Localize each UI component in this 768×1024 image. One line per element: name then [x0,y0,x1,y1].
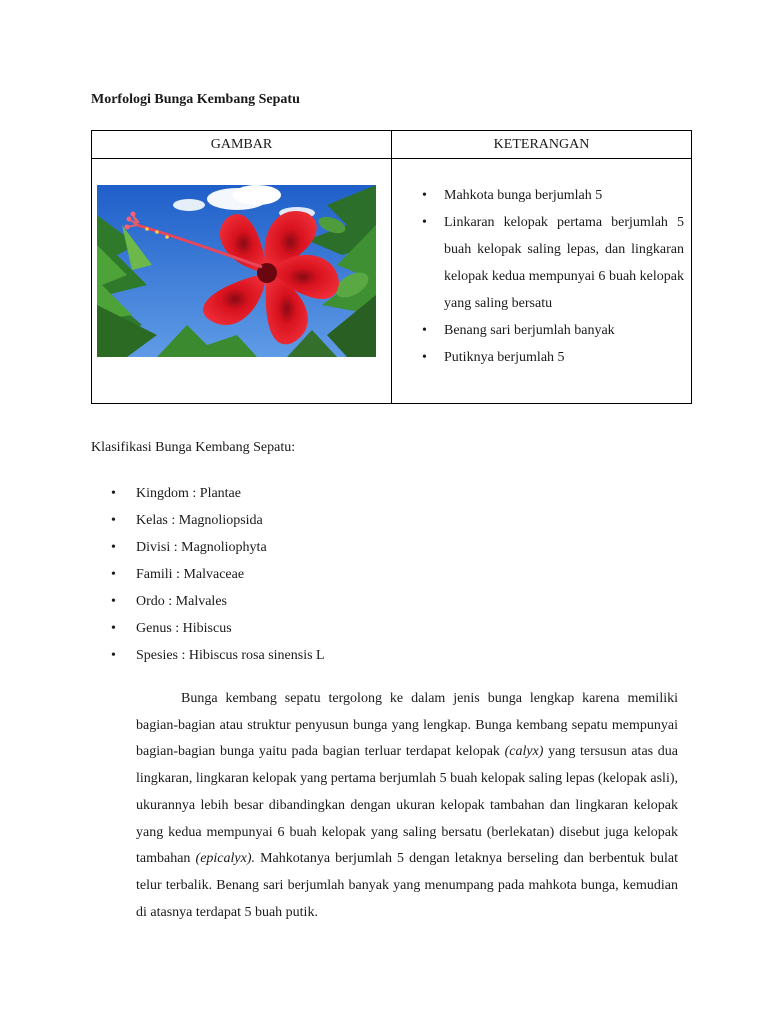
bullet-icon: • [111,594,116,609]
epicalyx-term: (epicalyx). [195,851,255,867]
description-text: Putiknya berjumlah 5 [444,350,565,365]
classification-item: Spesies : Hibiscus rosa sinensis L [136,648,325,663]
header-keterangan: KETERANGAN [392,131,692,159]
table-header-row [92,131,692,159]
paragraph-text: yang tersusun atas dua lingkaran, lingkaran kelopak yang pertama berjumlah 5 buah kelopak saling lepas (kelopak asli), ukurannya lebih besar dibandingkan dengan ukuran kelopak tambahan dan lingkaran kelopak yang kedua mempunyai 6 buah kelopak yang saling bersatu (berlekatan) disebut juga kelopak tambahan [136,744,678,867]
description-text: Linkaran kelopak pertama berjumlah 5 buah kelopak saling lepas, dan lingkaran kelopak kedua mempunyai 6 buah kelopak yang saling bersatu [444,215,684,311]
bullet-icon: • [111,567,116,582]
classification-item: Ordo : Malvales [136,594,227,609]
list-item [91,507,325,534]
bullet-icon: • [111,621,116,636]
list-item [91,642,325,669]
body-paragraph [136,686,678,926]
table-row [92,159,692,404]
list-item [91,480,325,507]
paragraph-text: Mahkotanya berjumlah 5 dengan letaknya berseling dan berbentuk bulat telur terbalik. Benang sari berjumlah banyak yang menumpang pada mahkota bunga, kemudian di atasnya terdapat 5 buah putik. [136,851,679,920]
list-item [91,534,325,561]
classification-item: Kingdom : Plantae [136,486,241,501]
list-item [392,209,691,317]
classification-item: Famili : Malvaceae [136,567,245,582]
description-cell [392,159,692,404]
header-gambar: GAMBAR [92,131,392,159]
list-item [392,344,691,371]
bullet-icon: • [111,540,116,555]
bullet-icon: • [422,350,427,365]
list-item [91,561,325,588]
bullet-icon: • [422,323,427,338]
description-text: Benang sari berjumlah banyak [444,323,615,338]
classification-heading: Klasifikasi Bunga Kembang Sepatu: [91,440,296,455]
classification-item: Kelas : Magnoliopsida [136,513,263,528]
bullet-icon: • [111,513,116,528]
classification-item: Genus : Hibiscus [136,621,232,636]
bullet-icon: • [111,648,116,663]
hibiscus-photo [97,185,376,357]
bullet-icon: • [422,215,427,230]
bullet-icon: • [111,486,116,501]
list-item [392,182,691,209]
morphology-table [91,130,692,404]
classification-item: Divisi : Magnoliophyta [136,540,267,555]
page-title: Morfologi Bunga Kembang Sepatu [91,92,300,107]
calyx-term: (calyx) [504,744,544,760]
description-text: Mahkota bunga berjumlah 5 [444,188,603,203]
paragraph-text: Bunga kembang sepatu tergolong ke dalam jenis bunga lengkap karena memiliki bagian-bagian atau struktur penyusun bunga yang lengkap. Bunga kembang sepatu mempunyai bagian-bagian bunga yaitu pada bagian terluar terdapat kelopak [136,691,678,760]
list-item [392,317,691,344]
image-cell [92,159,392,404]
classification-list [91,480,325,669]
list-item [91,588,325,615]
description-list [392,182,691,371]
bullet-icon: • [422,188,427,203]
list-item [91,615,325,642]
